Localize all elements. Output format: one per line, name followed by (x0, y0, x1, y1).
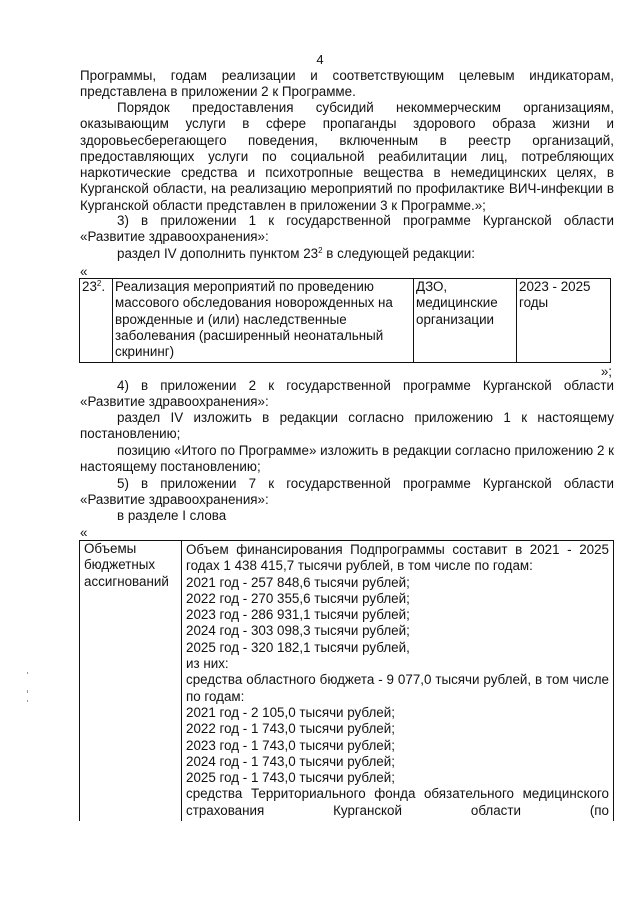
paragraph-2: Порядок предоставления субсидий некоммерческим организациям, оказывающим услуги в сфере пропаганды здорового образа жизни и здоровьесберегающего поведения, включенным в реестр организаций, предоставляющих услуги по социальной реабилитации лиц, потребляющих наркотические средства и психотропные вещества в немедицинских целях, в Курганской области, на реализацию мероприятий по профилактике ВИЧ-инфекции в Курганской области представлен в приложении 3 к Программе.»; (80, 100, 614, 213)
table-row (80, 279, 611, 363)
paragraph-1: Программы, годам реализации и соответствующим целевым индикаторам, представлена в приложении 2 к Программе. (80, 68, 614, 100)
measure-period: 2023 - 2025 годы (517, 279, 611, 363)
funding-line: 2024 год - 303 098,3 тысячи рублей; (186, 623, 410, 639)
item-4-line-2: «Развитие здравоохранения»: (80, 394, 269, 409)
scan-speck (27, 672, 28, 674)
item-4-line-1: 4) в приложении 2 к государственной программе Курганской области (117, 378, 614, 393)
measure-activity: Реализация мероприятий по проведению массового обследования новорожденных на врожденные и (или) наследственные заболевания (расширенный неонатальный скрининг) (113, 279, 414, 363)
measure-table (79, 278, 611, 363)
funding-line: 2024 год - 1 743,0 тысячи рублей; (186, 753, 395, 769)
item-5-line-1: 5) в приложении 7 к государственной программе Курганской области (117, 476, 614, 491)
item-3-line-2: «Развитие здравоохранения»: (80, 229, 269, 244)
funding-line: 2021 год - 2 105,0 тысячи рублей; (186, 704, 395, 720)
close-quote-1: »; (600, 364, 612, 379)
funding-line: 2022 год - 270 355,6 тысячи рублей; (186, 590, 410, 606)
measure-number: $23^2$. (80, 279, 113, 363)
open-quote-2: « (80, 525, 88, 540)
scan-speck (27, 690, 28, 693)
item-3-line-1: 3) в приложении 1 к государственной программе Курганской области (117, 213, 614, 228)
funding-line: из них: (186, 656, 229, 672)
funding-table (79, 540, 614, 821)
funding-content (182, 541, 614, 822)
scan-speck (27, 700, 28, 702)
measure-executor: ДЗО, медицинские организации (414, 279, 517, 363)
funding-line: Объем финансирования Подпрограммы составит в 2021 - 2025 годах 1 438 415,7 тысячи рублей, в том числе по годам: (186, 542, 609, 574)
table-row (80, 541, 614, 822)
item-4-subitem-2: позицию «Итого по Программе» изложить в редакции согласно приложению 2 к настоящему постановлению; (80, 443, 614, 475)
funding-line: 2021 год - 257 848,6 тысячи рублей; (186, 574, 410, 590)
item-3-subitem: раздел IV дополнить пунктом $23^2$ в следующей редакции: (117, 246, 475, 261)
item-4-subitem-1: раздел IV изложить в редакции согласно приложению 1 к настоящему постановлению; (80, 410, 614, 442)
funding-label: Объемы бюджетных ассигнований (80, 541, 182, 822)
funding-line: средства областного бюджета - 9 077,0 тысячи рублей, в том числе по годам: (186, 672, 609, 704)
page-number: 4 (316, 52, 324, 67)
funding-line: 2023 год - 1 743,0 тысячи рублей; (186, 737, 395, 753)
open-quote-1: « (80, 264, 88, 279)
funding-line: 2025 год - 1 743,0 тысячи рублей; (186, 770, 395, 786)
item-5-subitem: в разделе I слова (117, 508, 227, 523)
funding-line: 2023 год - 286 931,1 тысячи рублей; (186, 607, 410, 623)
item-5-line-2: «Развитие здравоохранения»: (80, 492, 269, 507)
funding-line: средства Территориального фонда обязательного медицинского страхования Курганской области (по (186, 786, 609, 818)
funding-line: 2022 год - 1 743,0 тысячи рублей; (186, 721, 395, 737)
funding-line: 2025 год - 320 182,1 тысячи рублей, (186, 639, 410, 655)
